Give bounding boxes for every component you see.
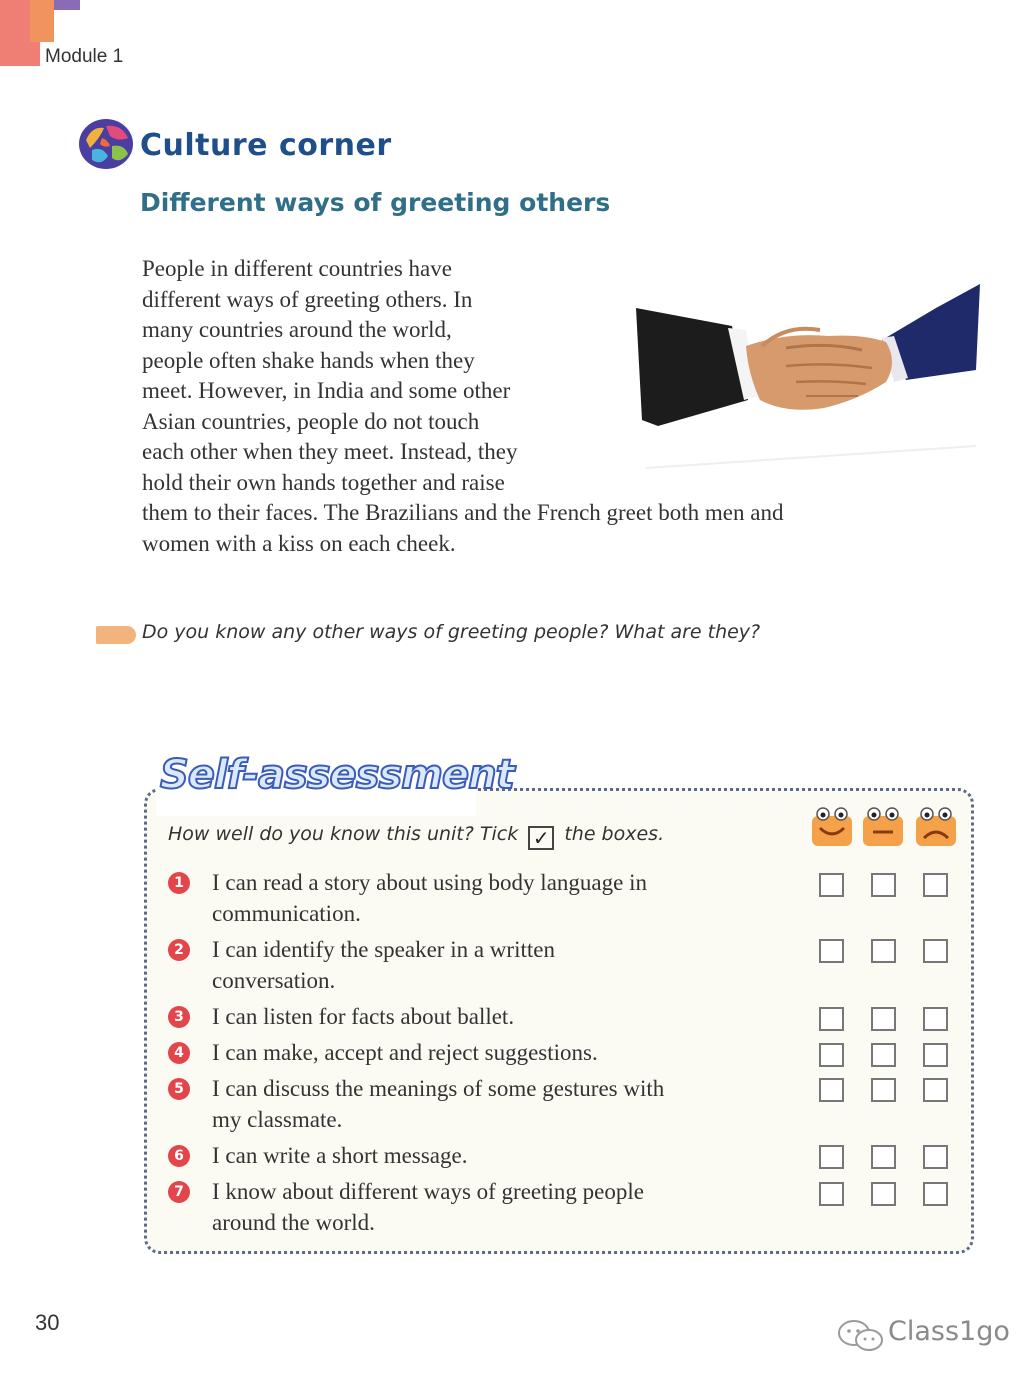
- checkbox-item-1-not-well[interactable]: [923, 873, 948, 897]
- item-text-line: communication.: [212, 900, 361, 926]
- checkbox-item-2-well[interactable]: [819, 939, 844, 963]
- item-text-line: around the world.: [212, 1209, 375, 1235]
- question-marker-icon: [96, 626, 136, 644]
- checkbox-item-3-ok[interactable]: [871, 1007, 896, 1031]
- item-number-badge: 2: [168, 939, 190, 961]
- checkbox-item-6-ok[interactable]: [871, 1145, 896, 1169]
- item-number-badge: 3: [168, 1006, 190, 1028]
- checkbox-item-4-ok[interactable]: [871, 1043, 896, 1067]
- item-number-badge: 6: [168, 1145, 190, 1167]
- item-number-badge: 1: [168, 872, 190, 894]
- item-text-line: I can read a story about using body language in: [212, 870, 647, 895]
- article-line: People in different countries have: [142, 256, 452, 281]
- article-line: each other when they meet. Instead, they: [142, 439, 518, 464]
- article-line: women with a kiss on each cheek.: [142, 530, 456, 556]
- checkbox-item-2-ok[interactable]: [871, 939, 896, 963]
- globe-icon: [78, 118, 134, 170]
- checkbox-item-2-not-well[interactable]: [923, 939, 948, 963]
- item-number-badge: 4: [168, 1042, 190, 1064]
- corner-tab-decoration-2: [30, 0, 54, 42]
- item-text-line: my classmate.: [212, 1106, 343, 1132]
- section-title: Culture corner: [140, 128, 392, 163]
- module-label: Module 1: [45, 46, 124, 67]
- happy-face-icon: [810, 806, 854, 848]
- tick-example-icon: ✓: [528, 826, 554, 850]
- checkbox-item-1-ok[interactable]: [871, 873, 896, 897]
- instruction-text-before: How well do you know this unit? Tick: [168, 823, 519, 845]
- item-text-line: conversation.: [212, 967, 336, 993]
- article-line: meet. However, in India and some other: [142, 378, 511, 403]
- watermark-text: Class1go: [888, 1316, 1010, 1347]
- sad-face-icon: [914, 806, 958, 848]
- article-line: many countries around the world,: [142, 317, 452, 342]
- checkbox-item-4-not-well[interactable]: [923, 1043, 948, 1067]
- article-line: people often shake hands when they: [142, 347, 475, 373]
- checkbox-item-7-not-well[interactable]: [923, 1182, 948, 1206]
- article-line: different ways of greeting others. In: [142, 286, 473, 312]
- item-text-line: I can listen for facts about ballet.: [212, 1004, 515, 1029]
- page-number: 30: [35, 1310, 60, 1335]
- discussion-question: Do you know any other ways of greeting people? What are they?: [142, 621, 761, 643]
- checkbox-item-5-well[interactable]: [819, 1078, 844, 1102]
- checkbox-item-7-ok[interactable]: [871, 1182, 896, 1206]
- checkbox-item-3-not-well[interactable]: [923, 1007, 948, 1031]
- checkbox-item-6-well[interactable]: [819, 1145, 844, 1169]
- neutral-face-icon: [861, 806, 905, 848]
- checkbox-item-4-well[interactable]: [819, 1043, 844, 1067]
- checkbox-item-7-well[interactable]: [819, 1182, 844, 1206]
- checkbox-item-5-ok[interactable]: [871, 1078, 896, 1102]
- checkbox-item-5-not-well[interactable]: [923, 1078, 948, 1102]
- item-text-line: I can make, accept and reject suggestions.: [212, 1040, 598, 1065]
- article-line: Asian countries, people do not touch: [142, 408, 480, 434]
- section-subtitle: Different ways of greeting others: [140, 188, 611, 217]
- checkbox-item-3-well[interactable]: [819, 1007, 844, 1031]
- item-text-line: I know about different ways of greeting people: [212, 1179, 644, 1204]
- self-assessment-title: Self-assessment: [160, 752, 514, 798]
- item-text-line: I can identify the speaker in a written: [212, 937, 555, 962]
- checkbox-item-6-not-well[interactable]: [923, 1145, 948, 1169]
- corner-tab-decoration-3: [54, 0, 80, 10]
- self-assessment-instruction: [168, 823, 664, 850]
- item-number-badge: 5: [168, 1078, 190, 1100]
- chat-bubbles-icon: [836, 1318, 886, 1354]
- item-text-line: I can discuss the meanings of some gestures with: [212, 1076, 665, 1101]
- handshake-image: [636, 250, 980, 476]
- checkbox-item-1-well[interactable]: [819, 873, 844, 897]
- article-line: hold their own hands together and raise: [142, 469, 505, 495]
- item-number-badge: 7: [168, 1181, 190, 1203]
- article-line: them to their faces. The Brazilians and the French greet both men and: [142, 500, 784, 525]
- item-text-line: I can write a short message.: [212, 1143, 468, 1168]
- instruction-text-after: the boxes.: [564, 823, 665, 845]
